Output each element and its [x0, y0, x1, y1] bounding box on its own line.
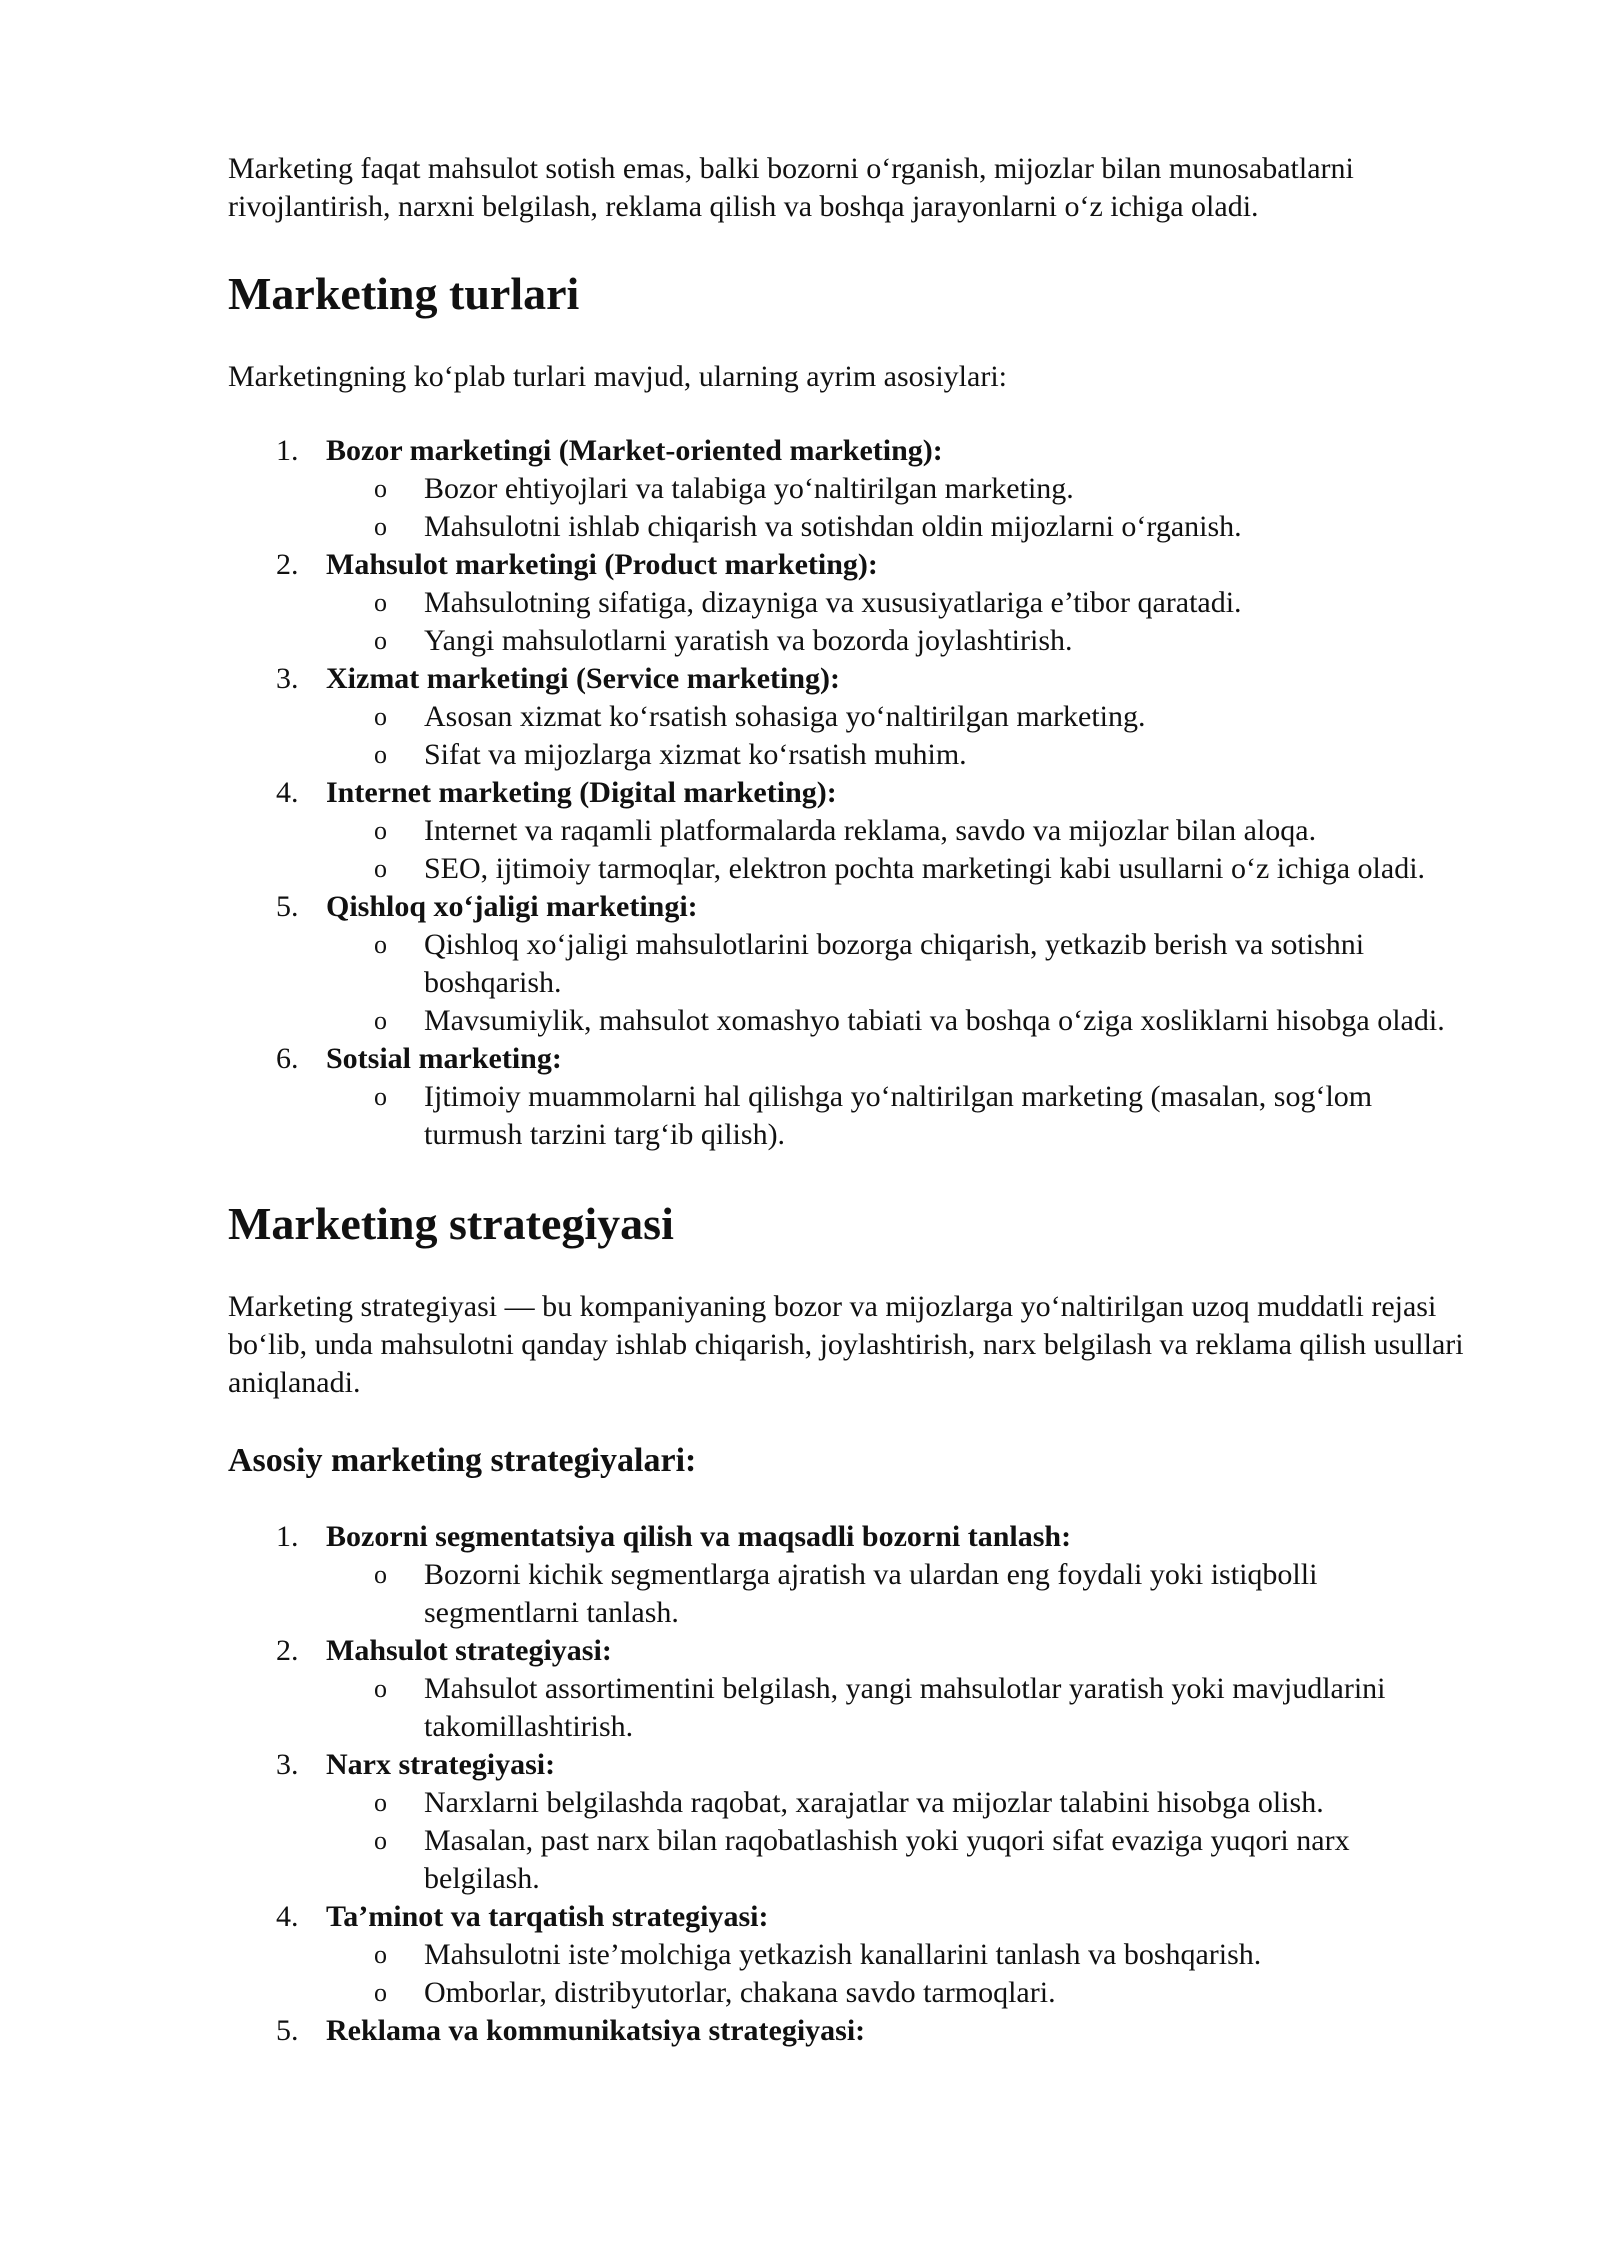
- list-item-title: Sotsial marketing:: [326, 1042, 562, 1075]
- sub-item-text: Internet va raqamli platformalarda reklama, savdo va mijozlar bilan aloqa.: [424, 814, 1317, 847]
- list-item-title: Ta’minot va tarqatish strategiyasi:: [326, 1900, 769, 1933]
- sub-item-text: Narxlarni belgilashda raqobat, xarajatlar va mijozlar talabini hisobga olish.: [424, 1786, 1324, 1819]
- marketing-strategies-list: [228, 1518, 1468, 2050]
- list-number: 5.: [276, 2014, 299, 2047]
- sub-list-item: [326, 1556, 1468, 1632]
- sub-list: [326, 1078, 1468, 1154]
- bullet-marker: o: [374, 588, 387, 617]
- list-item: [228, 888, 1468, 1040]
- sub-item-text: Qishloq xo‘jaligi mahsulotlarini bozorga chiqarish, yetkazib berish va sotishni boshqarish.: [424, 928, 1365, 999]
- bullet-marker: o: [374, 1082, 387, 1111]
- list-item-title: Reklama va kommunikatsiya strategiyasi:: [326, 2014, 866, 2047]
- sub-list: [326, 1936, 1468, 2012]
- sub-item-text: Mavsumiylik, mahsulot xomashyo tabiati va boshqa o‘ziga xosliklarni hisobga oladi.: [424, 1004, 1445, 1037]
- sub-list: [326, 812, 1468, 888]
- bullet-marker: o: [374, 1940, 387, 1969]
- bullet-marker: o: [374, 816, 387, 845]
- list-number: 1.: [276, 434, 299, 467]
- sub-item-text: Mahsulotning sifatiga, dizayniga va xususiyatlariga e’tibor qaratadi.: [424, 586, 1242, 619]
- section1-paragraph: Marketingning ko‘plab turlari mavjud, ularning ayrim asosiylari:: [228, 360, 1007, 393]
- list-number: 2.: [276, 548, 299, 581]
- sub-list: [326, 926, 1468, 1040]
- sub-list-item: [326, 812, 1468, 850]
- sub-list-item: [326, 1002, 1468, 1040]
- list-item: [228, 1518, 1468, 1632]
- list-item: [228, 774, 1468, 888]
- list-item: [228, 1632, 1468, 1746]
- bullet-marker: o: [374, 474, 387, 503]
- sub-list-item: [326, 1974, 1468, 2012]
- sub-list-item: [326, 622, 1468, 660]
- sub-list: [326, 1784, 1468, 1898]
- bullet-marker: o: [374, 1560, 387, 1589]
- list-number: 6.: [276, 1042, 299, 1075]
- sub-list-item: [326, 508, 1468, 546]
- list-item-title: Xizmat marketingi (Service marketing):: [326, 662, 841, 695]
- bullet-marker: o: [374, 626, 387, 655]
- list-number: 3.: [276, 662, 299, 695]
- list-item: [228, 1898, 1468, 2012]
- list-number: 4.: [276, 776, 299, 809]
- sub-item-text: Ijtimoiy muammolarni hal qilishga yo‘naltirilgan marketing (masalan, sog‘lom turmush tarzini targ‘ib qilish).: [424, 1080, 1373, 1151]
- sub-item-text: SEO, ijtimoiy tarmoqlar, elektron pochta marketingi kabi usullarni o‘z ichiga oladi.: [424, 852, 1426, 885]
- sub-item-text: Asosan xizmat ko‘rsatish sohasiga yo‘naltirilgan marketing.: [424, 700, 1146, 733]
- bullet-marker: o: [374, 930, 387, 959]
- bullet-marker: o: [374, 702, 387, 731]
- bullet-marker: o: [374, 1006, 387, 1035]
- bullet-marker: o: [374, 512, 387, 541]
- sub-item-text: Mahsulotni iste’molchiga yetkazish kanallarini tanlash va boshqarish.: [424, 1938, 1262, 1971]
- list-item: [228, 546, 1468, 660]
- bullet-marker: o: [374, 1788, 387, 1817]
- section-heading-marketing-turlari: Marketing turlari: [228, 268, 580, 319]
- sub-list-item: [326, 1936, 1468, 1974]
- list-item: [228, 1746, 1468, 1898]
- list-number: 4.: [276, 1900, 299, 1933]
- sub-item-text: Omborlar, distribyutorlar, chakana savdo tarmoqlari.: [424, 1976, 1056, 2009]
- bullet-marker: o: [374, 854, 387, 883]
- sub-list: [326, 1556, 1468, 1632]
- bullet-marker: o: [374, 1978, 387, 2007]
- sub-item-text: Bozorni kichik segmentlarga ajratish va ulardan eng foydali yoki istiqbolli segmentlarni tanlash.: [424, 1558, 1318, 1629]
- sub-list-item: [326, 1670, 1468, 1746]
- list-item: [228, 2012, 1468, 2050]
- document-page: [228, 150, 1468, 2050]
- sub-item-text: Yangi mahsulotlarni yaratish va bozorda joylashtirish.: [424, 624, 1073, 657]
- list-number: 2.: [276, 1634, 299, 1667]
- sub-list: [326, 584, 1468, 660]
- section2-paragraph: Marketing strategiyasi — bu kompaniyaning bozor va mijozlarga yo‘naltirilgan uzoq muddatli rejasi bo‘lib, unda mahsulotni qanday ishlab chiqarish, joylashtirish, narx belgilash va reklama qilish usullari aniqlanadi.: [228, 1290, 1464, 1399]
- list-item: [228, 660, 1468, 774]
- list-item-title: Bozor marketingi (Market-oriented marketing):: [326, 434, 943, 467]
- bullet-marker: o: [374, 1674, 387, 1703]
- sub-item-text: Mahsulot assortimentini belgilash, yangi mahsulotlar yaratish yoki mavjudlarini takomillashtirish.: [424, 1672, 1386, 1743]
- intro-paragraph: Marketing faqat mahsulot sotish emas, balki bozorni o‘rganish, mijozlar bilan munosabatlarni rivojlantirish, narxni belgilash, reklama qilish va boshqa jarayonlarni o‘z ichiga oladi.: [228, 152, 1354, 223]
- sub-list: [326, 470, 1468, 546]
- list-item-title: Qishloq xo‘jaligi marketingi:: [326, 890, 698, 923]
- list-item-title: Mahsulot strategiyasi:: [326, 1634, 612, 1667]
- list-number: 3.: [276, 1748, 299, 1781]
- bullet-marker: o: [374, 1826, 387, 1855]
- list-number: 1.: [276, 1520, 299, 1553]
- list-item-title: Bozorni segmentatsiya qilish va maqsadli bozorni tanlash:: [326, 1520, 1072, 1553]
- list-item: [228, 432, 1468, 546]
- sub-list-item: [326, 470, 1468, 508]
- list-item-title: Internet marketing (Digital marketing):: [326, 776, 837, 809]
- sub-item-text: Bozor ehtiyojlari va talabiga yo‘naltirilgan marketing.: [424, 472, 1074, 505]
- sub-list-item: [326, 698, 1468, 736]
- list-item: [228, 1040, 1468, 1154]
- sub-item-text: Mahsulotni ishlab chiqarish va sotishdan oldin mijozlarni o‘rganish.: [424, 510, 1242, 543]
- sub-list-item: [326, 1078, 1468, 1154]
- sub-item-text: Sifat va mijozlarga xizmat ko‘rsatish muhim.: [424, 738, 967, 771]
- marketing-types-list: [228, 432, 1468, 1154]
- bullet-marker: o: [374, 740, 387, 769]
- list-item-title: Mahsulot marketingi (Product marketing):: [326, 548, 878, 581]
- sub-list-item: [326, 1822, 1468, 1898]
- sub-list-item: [326, 584, 1468, 622]
- sub-list-item: [326, 926, 1468, 1002]
- list-item-title: Narx strategiyasi:: [326, 1748, 556, 1781]
- sub-list: [326, 698, 1468, 774]
- section-heading-marketing-strategiyasi: Marketing strategiyasi: [228, 1198, 674, 1249]
- sub-list-item: [326, 850, 1468, 888]
- sub-list-item: [326, 736, 1468, 774]
- subheading-asosiy-strategiyalar: Asosiy marketing strategiyalari:: [228, 1442, 697, 1479]
- sub-list-item: [326, 1784, 1468, 1822]
- list-number: 5.: [276, 890, 299, 923]
- sub-list: [326, 1670, 1468, 1746]
- sub-item-text: Masalan, past narx bilan raqobatlashish yoki yuqori sifat evaziga yuqori narx belgilash.: [424, 1824, 1350, 1895]
